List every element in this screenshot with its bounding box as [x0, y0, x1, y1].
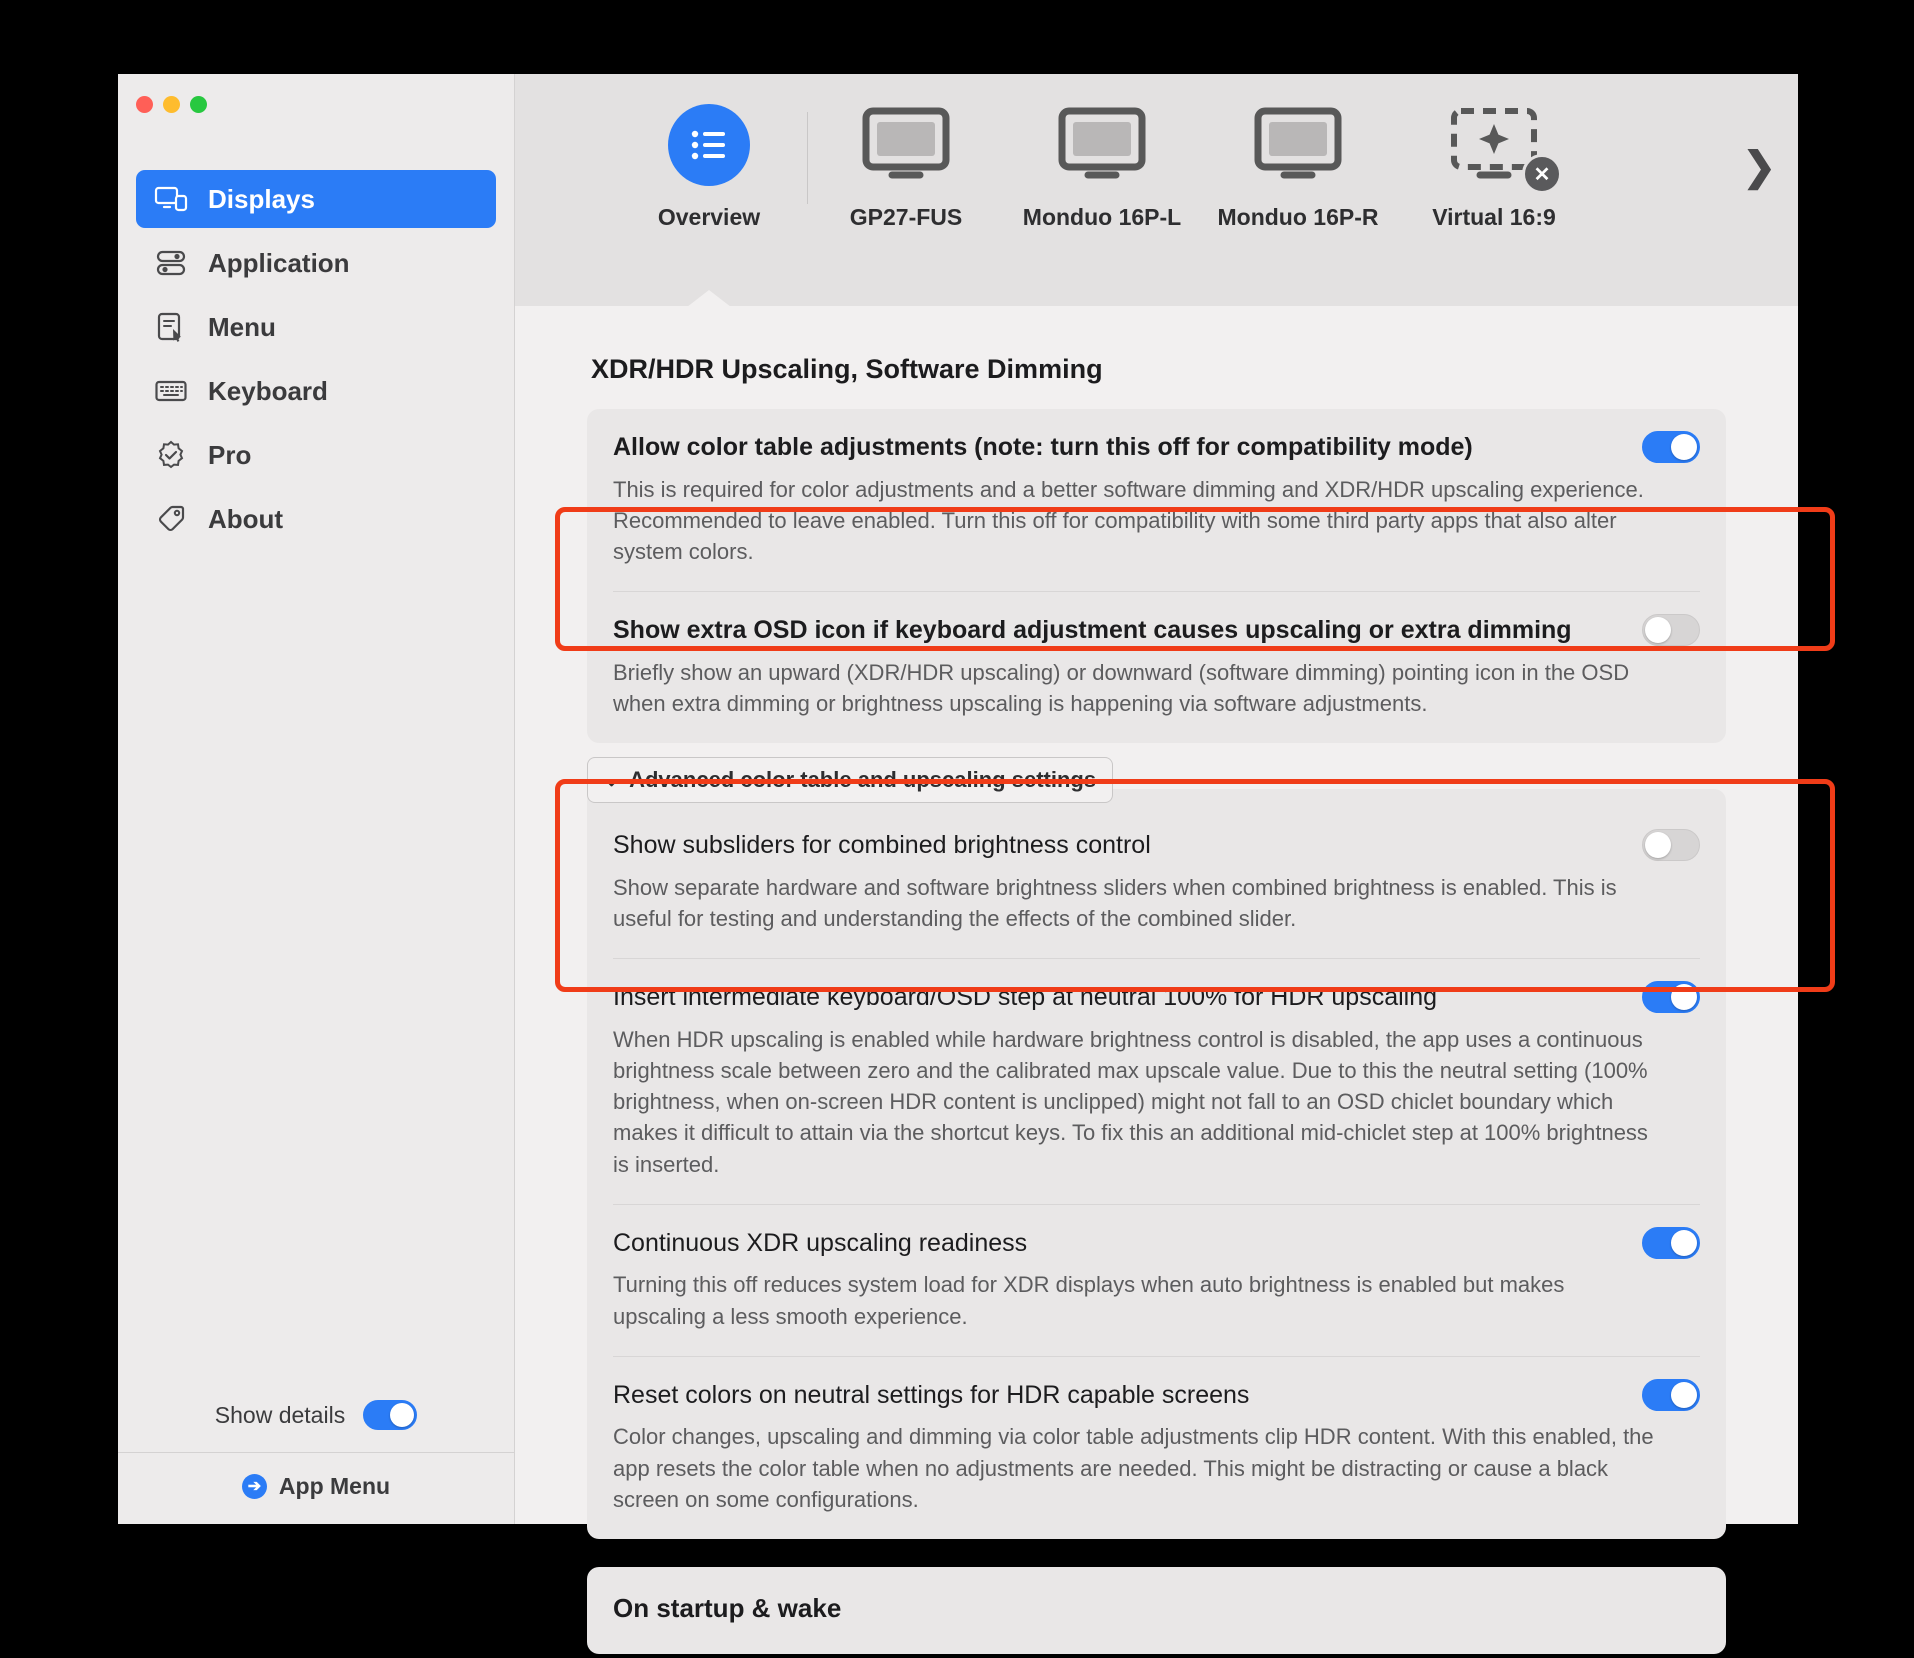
tab-gp27-fus[interactable]	[808, 102, 1004, 231]
sidebar-item-application[interactable]	[136, 234, 496, 292]
tab-monduo-16p-l[interactable]	[1004, 102, 1200, 231]
badge-check-icon	[154, 440, 188, 470]
extra-osd-icon-toggle[interactable]	[1642, 614, 1700, 646]
setting-title: Show extra OSD icon if keyboard adjustment causes upscaling or extra dimming	[613, 616, 1572, 645]
app-window	[118, 74, 1798, 1623]
setting-title: Continuous XDR upscaling readiness	[613, 1228, 1028, 1257]
tab-label: Virtual 16:9	[1432, 204, 1556, 230]
setting-title: Show subsliders for combined brightness control	[613, 831, 1151, 860]
chevron-down-icon: ⌄	[604, 769, 620, 790]
list-icon	[668, 104, 750, 186]
settings-content	[515, 306, 1798, 1654]
display-icon	[862, 102, 950, 188]
sidebar-item-label: Keyboard	[208, 375, 328, 406]
setting-row-intermediate-step	[587, 959, 1726, 1204]
upscaling-card	[587, 409, 1726, 743]
sidebar-item-label: Pro	[208, 439, 252, 470]
keyboard-icon	[154, 376, 188, 406]
setting-title: Insert intermediate keyboard/OSD step at neutral 100% for HDR upscaling	[613, 983, 1438, 1012]
setting-description: Show separate hardware and software brightness sliders when combined brightness is enabled. This is useful for testing and understanding the effects of the combined slider.	[613, 874, 1617, 931]
sidebar-item-keyboard[interactable]	[136, 362, 496, 420]
display-icon	[1254, 102, 1342, 188]
main-panel	[515, 74, 1798, 1623]
zoom-window-button[interactable]	[190, 96, 207, 113]
setting-description: Color changes, upscaling and dimming via color table adjustments clip HDR content. With this enabled, the app resets the color table when no adjustments are needed. This might be distracting or cause a black screen on some configurations.	[613, 1424, 1654, 1512]
setting-row-reset-colors	[587, 1357, 1726, 1539]
tab-label: Overview	[657, 204, 761, 230]
setting-title: Reset colors on neutral settings for HDR capable screens	[613, 1380, 1250, 1409]
setting-description: Briefly show an upward (XDR/HDR upscaling) or downward (software dimming) pointing icon in the OSD when extra dimming or brightness upscaling is happening via software adjustments.	[613, 659, 1630, 716]
startup-section-title: On startup & wake	[613, 1592, 842, 1623]
tab-label: GP27-FUS	[849, 204, 963, 230]
subsliders-toggle[interactable]	[1642, 829, 1700, 861]
setting-row-subsliders	[587, 807, 1726, 958]
selected-tab-caret	[611, 290, 807, 307]
setting-row-allow-color-table	[587, 409, 1726, 591]
app-menu-label: App Menu	[278, 1473, 391, 1499]
close-window-button[interactable]	[136, 96, 153, 113]
arrow-right-icon: ➔	[242, 1474, 267, 1499]
tab-virtual-16-9[interactable]	[1396, 102, 1592, 231]
advanced-settings-label: Advanced color table and upscaling settings	[629, 767, 1097, 793]
setting-title: Allow color table adjustments (note: turn this off for compatibility mode)	[613, 433, 1473, 461]
tag-icon	[154, 504, 188, 534]
show-details-toggle[interactable]	[363, 1400, 417, 1430]
setting-description: This is required for color adjustments and a better software dimming and XDR/HDR upscaling experience. Recommended to leave enabled. Turn this off for compatibility with some third party apps that also alter system colors.	[613, 476, 1644, 564]
sidebar-item-label: Displays	[208, 183, 315, 214]
tab-overview[interactable]	[611, 102, 807, 231]
minimize-window-button[interactable]	[163, 96, 180, 113]
displays-icon	[154, 184, 188, 214]
sidebar-item-label: Application	[208, 247, 350, 278]
setting-row-continuous-xdr	[587, 1205, 1726, 1356]
show-details-row[interactable]	[118, 1382, 514, 1452]
tab-label: Monduo 16P-L	[1022, 204, 1182, 230]
sidebar-item-displays[interactable]	[136, 170, 496, 228]
window-traffic-lights	[136, 96, 207, 113]
tab-monduo-16p-r[interactable]	[1200, 102, 1396, 231]
advanced-settings-disclosure[interactable]	[587, 757, 1113, 803]
close-virtual-display-icon[interactable]: ✕	[1522, 154, 1562, 194]
sidebar-item-label: About	[208, 503, 284, 534]
sidebar-item-pro[interactable]	[136, 426, 496, 484]
sidebar-nav	[118, 170, 514, 548]
page-title: XDR/HDR Upscaling, Software Dimming	[591, 354, 1103, 384]
overview-tab-glyph	[668, 102, 750, 188]
tab-label: Monduo 16P-R	[1217, 204, 1379, 230]
setting-description: When HDR upscaling is enabled while hardware brightness control is disabled, the app uses a continuous brightness scale between zero and the calibrated max upscale value. Due to this the neutral setting (100% brightness, when on-screen HDR content is unclipped) might not fall to an OSD chiclet boundary which makes it difficult to attain via the shortcut keys. To fix this an additional mid-chiclet step at 100% brightness is inserted.	[613, 1026, 1648, 1177]
advanced-card	[587, 789, 1726, 1539]
startup-card	[587, 1567, 1726, 1654]
reset-colors-toggle[interactable]	[1642, 1379, 1700, 1411]
sidebar-footer	[118, 1382, 514, 1524]
sliders-icon	[154, 248, 188, 278]
sidebar-item-about[interactable]	[136, 490, 496, 548]
display-tabs-toolbar	[515, 74, 1798, 306]
allow-color-table-toggle[interactable]	[1642, 431, 1700, 463]
setting-row-extra-osd-icon	[587, 592, 1726, 743]
menu-pointer-icon	[154, 312, 188, 342]
sidebar-item-label: Menu	[208, 311, 276, 342]
tabs-next-arrow-icon[interactable]: ❯	[1742, 145, 1776, 189]
sidebar	[118, 74, 515, 1524]
continuous-xdr-toggle[interactable]	[1642, 1227, 1700, 1259]
display-tabs	[515, 74, 1592, 231]
sidebar-item-menu[interactable]	[136, 298, 496, 356]
display-icon	[1058, 102, 1146, 188]
app-menu-button[interactable]	[118, 1453, 514, 1524]
setting-description: Turning this off reduces system load for XDR displays when auto brightness is enabled but makes upscaling a less smooth experience.	[613, 1272, 1565, 1329]
intermediate-step-toggle[interactable]	[1642, 981, 1700, 1013]
show-details-label: Show details	[214, 1401, 346, 1428]
